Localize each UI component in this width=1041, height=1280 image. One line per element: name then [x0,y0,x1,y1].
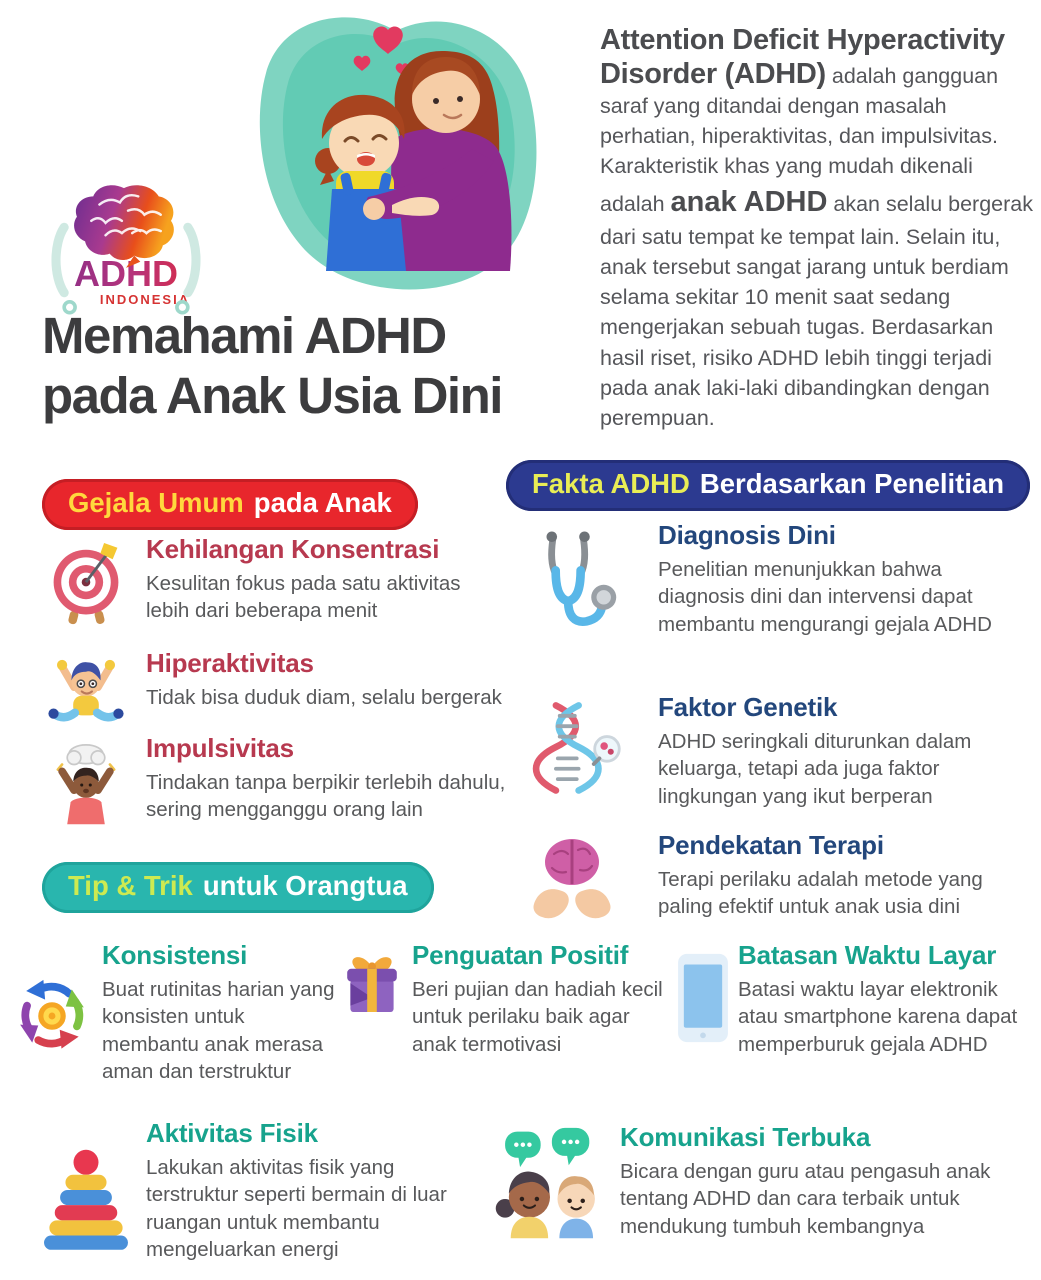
intro-text-2: akan selalu bergerak dari satu tempat ke tempat lain. Selain itu, anak tersebut sangat jarang untuk berdiam selama sekitar 10 menit saat sedang mengerjakan sebuah tugas. Berdasarkan hasil riset, risiko ADHD lebih tinggi terjadi pada anak laki-laki dibandingkan dengan perempuan. [600,191,1033,430]
tips-section-badge: Tip & Trik untuk Orangtua [42,862,434,913]
tip-desc: Bicara dengan guru atau pengasuh anak tentang ADHD dan cara terbaik untuk mendukung tumbuh kembangnya [620,1160,991,1238]
stethoscope-icon [516,520,628,640]
tip-item-positive-reinforcement [336,940,666,1058]
logo-region-text: INDONESIA [99,292,191,307]
symptom-item-hyperactivity [44,648,524,740]
symptom-title: Impulsivitas [146,733,294,763]
symptom-desc: Kesulitan fokus pada satu aktivitas lebih dari beberapa menit [146,572,461,623]
adhd-indonesia-logo [28,180,224,320]
tip-item-physical-activity [34,1118,484,1264]
tip-title: Aktivitas Fisik [146,1118,318,1148]
intro-paragraph [600,24,1040,433]
fact-title: Faktor Genetik [658,692,838,722]
tip-item-consistency [8,940,336,1086]
tip-title: Komunikasi Terbuka [620,1122,871,1152]
stacking-rings-icon [34,1138,138,1258]
facts-section-badge: Fakta ADHD Berdasarkan Penelitian [506,460,1030,511]
symptom-item-impulsivity [44,733,524,837]
symptom-title: Kehilangan Konsentrasi [146,534,440,564]
symptom-desc: Tidak bisa duduk diam, selalu bergerak [146,686,502,709]
fact-desc: Terapi perilaku adalah metode yang paling efektif untuk anak usia dini [658,868,983,919]
tip-item-open-communication [490,1122,1038,1246]
mother-child-illustration [246,8,546,300]
fact-title: Pendekatan Terapi [658,830,884,860]
symptom-title: Hiperaktivitas [146,648,314,678]
fact-item-genetics [516,692,1036,810]
fact-title: Diagnosis Dini [658,520,836,550]
dna-icon [516,692,628,802]
intro-bold-phrase: anak ADHD [670,185,828,218]
fact-item-therapy [516,830,1036,934]
fact-desc: Penelitian menunjukkan bahwa diagnosis dini dan intervensi dapat membantu mengurangi gejala ADHD [658,558,992,636]
target-icon [44,534,128,634]
gift-icon [336,944,408,1024]
tip-desc: Batasi waktu layar elektronik atau smartphone karena dapat memperburuk gejala ADHD [738,978,1018,1056]
symptom-desc: Tindakan tanpa berpikir terlebih dahulu, sering mengganggu orang lain [146,771,506,822]
tip-title: Penguatan Positif [412,940,629,970]
tip-item-screen-time [674,940,1038,1058]
symptom-item-concentration [44,534,504,634]
tip-title: Batasan Waktu Layar [738,940,997,970]
tip-title: Konsistensi [102,940,248,970]
smartphone-icon [674,948,732,1048]
tip-desc: Beri pujian dan hadiah kecil untuk perilaku baik agar anak termotivasi [412,978,663,1056]
logo-brand-text: ADHD [28,256,224,292]
tip-desc: Lakukan aktivitas fisik yang terstruktur seperti bermain di luar ruangan untuk membantu mengeluarkan energi [146,1156,447,1262]
talking-people-icon [490,1122,610,1246]
intro-text-1: adalah gangguan saraf yang ditandai dengan masalah perhatian, hiperaktivitas, dan impulsivitas. Karakteristik khas yang mudah dikenali adalah [600,63,999,216]
tip-desc: Buat rutinitas harian yang konsisten untuk membantu anak merasa aman dan terstruktur [102,978,335,1084]
page-title: Memahami ADHD pada Anak Usia Dini [42,307,502,424]
fact-desc: ADHD seringkali diturunkan dalam keluarga, tetapi ada juga faktor lingkungan yang ikut berperan [658,730,972,808]
intro-heading: Attention Deficit Hyperactivity Disorder (ADHD) [600,24,1005,90]
brain-in-hands-icon [516,830,628,934]
fact-item-early-diagnosis [516,520,1036,640]
raised-arms-child-icon [44,733,128,837]
symptoms-section-badge: Gejala Umum pada Anak [42,479,418,530]
jumping-child-icon [44,648,128,740]
cycle-arrows-icon [8,968,96,1064]
